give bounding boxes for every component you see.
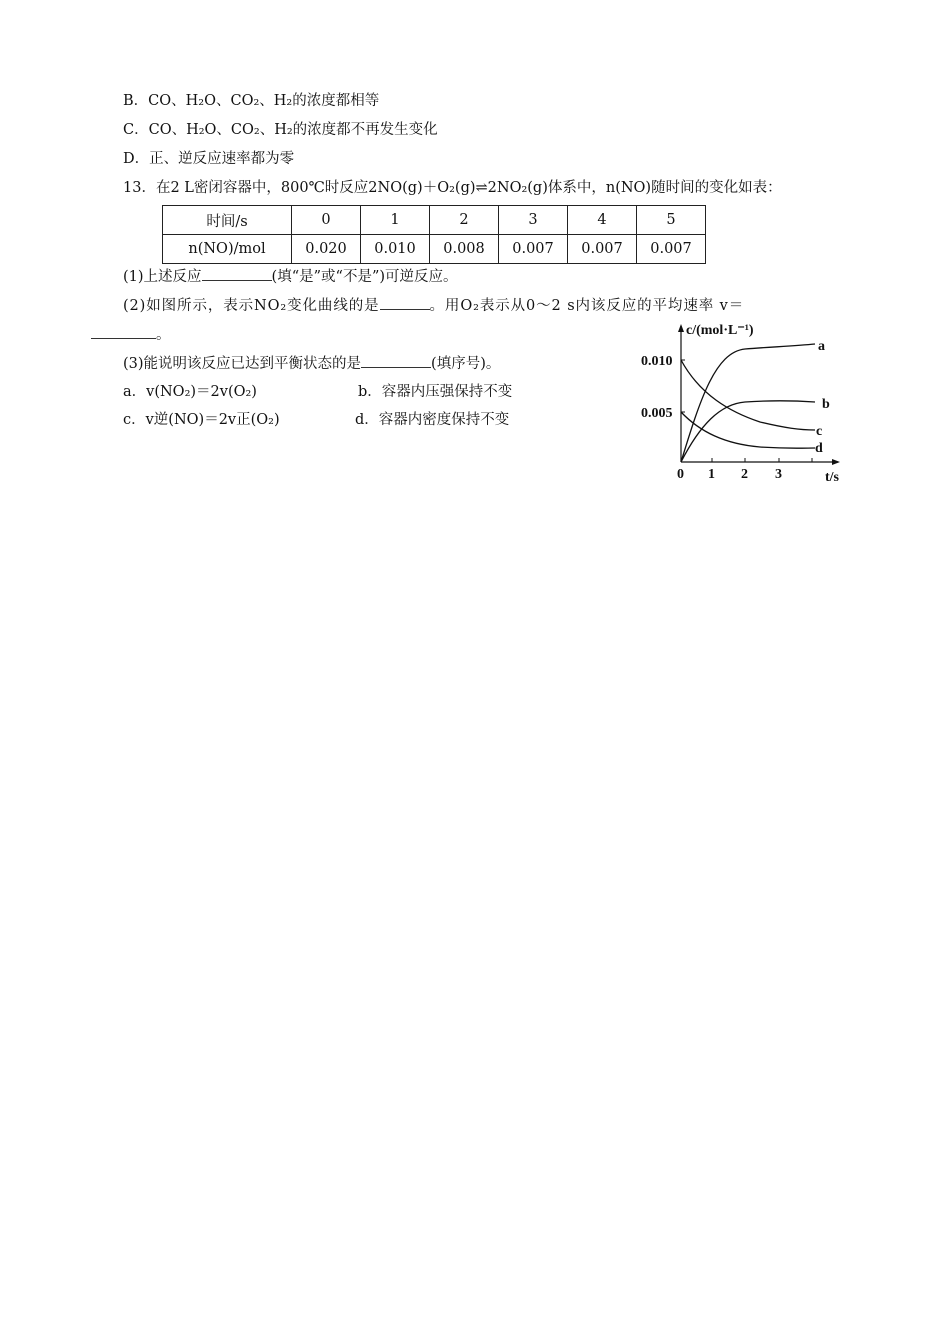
table-cell: 3 <box>499 206 568 235</box>
x-tick-label: 1 <box>708 467 715 482</box>
y-tick-label: 0.005 <box>641 406 673 421</box>
table-cell: 5 <box>637 206 706 235</box>
curve-a <box>681 344 815 462</box>
option-b: B．CO、H₂O、CO₂、H₂的浓度都相等 <box>123 93 380 109</box>
table-cell: n(NO)/mol <box>163 235 292 264</box>
concentration-time-chart <box>630 315 860 490</box>
answer-blank <box>380 295 430 310</box>
curve-b <box>681 401 815 462</box>
series-label: b <box>822 397 830 412</box>
table-cell: 0.010 <box>361 235 430 264</box>
y-axis-label: c/(mol·L⁻¹) <box>686 323 754 338</box>
answer-blank <box>202 266 272 281</box>
table-cell: 时间/s <box>163 206 292 235</box>
part-2 <box>123 295 744 316</box>
part-3 <box>123 353 500 374</box>
part-2-post: 。 <box>156 327 171 343</box>
choice-d: d．容器内密度保持不变 <box>355 412 510 428</box>
part-3-post: (填序号)。 <box>431 356 501 372</box>
choice-c: c．v逆(NO)＝2v正(O₂) <box>123 412 280 428</box>
part-3-pre: (3)能说明该反应已达到平衡状态的是 <box>123 356 362 372</box>
part-2-continued <box>91 324 171 345</box>
x-tick-label: 0 <box>677 467 684 482</box>
part-2-mid: 。用O₂表示从0～2 s内该反应的平均速率 v＝ <box>429 298 745 314</box>
question-13-stem: 13．在2 L密闭容器中，800℃时反应2NO(g)＋O₂(g)⇌2NO₂(g)体系中，n(NO)随时间的变化如表： <box>123 180 782 196</box>
answer-blank <box>361 353 431 368</box>
table-cell: 2 <box>430 206 499 235</box>
part-1-pre: (1)上述反应 <box>123 269 202 285</box>
table-cell: 0.007 <box>499 235 568 264</box>
x-axis-label: t/s <box>825 470 839 485</box>
part-1 <box>123 266 458 287</box>
series-label: c <box>816 424 823 439</box>
table-cell: 0.020 <box>292 235 361 264</box>
table-row <box>163 235 706 264</box>
y-axis-arrow <box>678 324 684 332</box>
y-tick-label: 0.010 <box>641 354 673 369</box>
part-1-post: (填“是”或“不是”)可逆反应。 <box>271 269 458 285</box>
curve-c <box>681 360 815 430</box>
x-tick-label: 2 <box>741 467 748 482</box>
table-cell: 0.007 <box>568 235 637 264</box>
option-c: C．CO、H₂O、CO₂、H₂的浓度都不再发生变化 <box>123 122 438 138</box>
table-header-row <box>163 206 706 235</box>
table-cell: 0 <box>292 206 361 235</box>
no-amount-table <box>162 205 706 264</box>
x-axis-arrow <box>832 459 840 465</box>
part-2-pre: (2)如图所示，表示NO₂变化曲线的是 <box>123 298 380 314</box>
option-d: D．正、逆反应速率都为零 <box>123 151 295 167</box>
answer-blank <box>91 324 156 339</box>
choice-a: a．v(NO₂)＝2v(O₂) <box>123 384 257 400</box>
table-cell: 1 <box>361 206 430 235</box>
table-cell: 0.008 <box>430 235 499 264</box>
choice-b: b．容器内压强保持不变 <box>358 384 513 400</box>
series-label: d <box>815 441 823 456</box>
x-tick-label: 3 <box>775 467 782 482</box>
table-cell: 0.007 <box>637 235 706 264</box>
table-cell: 4 <box>568 206 637 235</box>
series-label: a <box>818 339 825 354</box>
